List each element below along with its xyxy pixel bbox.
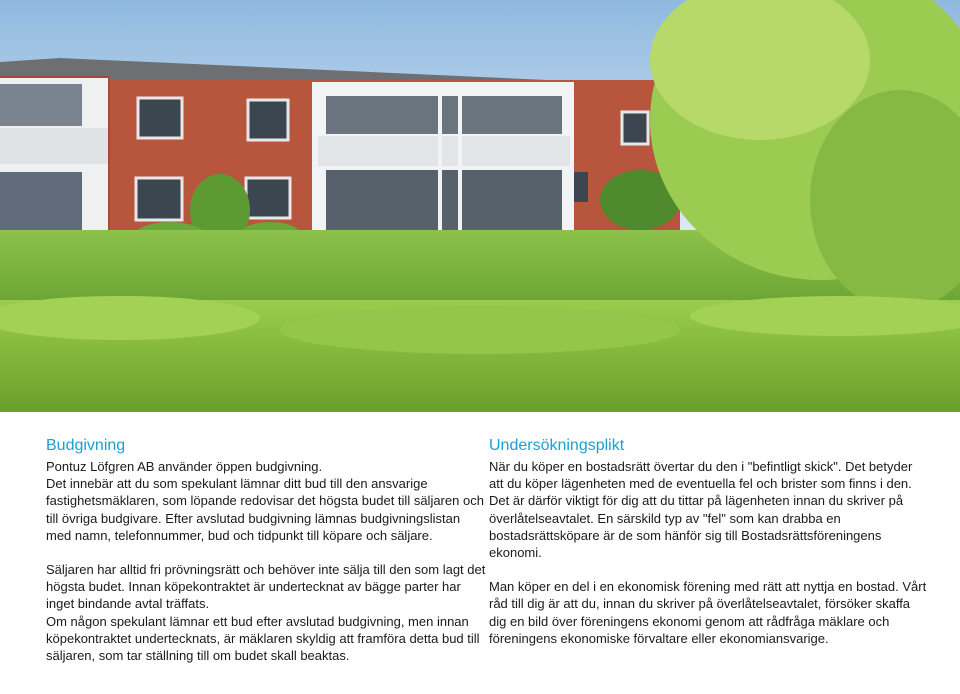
- budgivning-paragraph-1: Det innebär att du som spekulant lämnar ditt bud till den ansvarige fastighetsmäklaren, som löpande redovisar det högsta budet till säljaren och till övriga budgivare. Efter avslutad budgivning lämnas budgivningslistan med namn, telefonnummer, bud och tidpunkt till köpare och säljare.: [46, 476, 484, 543]
- budgivning-paragraph-3: Om någon spekulant lämnar ett bud efter avslutad budgivning, men innan köpekontraktet undertecknats, är mäklaren skyldig att framföra detta bud till säljaren, som tar ställning till om budet skall beaktas.: [46, 613, 480, 664]
- budgivning-intro: Pontuz Löfgren AB använder öppen budgivning.: [46, 459, 323, 474]
- undersokningsplikt-heading: Undersökningsplikt: [489, 437, 625, 454]
- budgivning-section: [46, 435, 486, 664]
- undersokningsplikt-section: [489, 435, 929, 647]
- budgivning-heading: Budgivning: [46, 437, 126, 454]
- budgivning-paragraph-2: Säljaren har alltid fri prövningsrätt och behöver inte sälja till den som lagt det högsta budet. Innan köpekontraktet är undertecknat av bägge parter har inget bindande avtal träffats.: [46, 562, 486, 612]
- undersokningsplikt-paragraph-1: När du köper en bostadsrätt övertar du den i "befintligt skick". Det betyder att du köper lägenheten med de eventuella fel och brister som finns i den. Det är därför viktigt för dig att du tittar på lägenheten innan du skriver på överlåtelseavtalet. En särskild typ av "fel" som kan drabba en bostadsrättsköpare är de som hänför sig till Bostadsrättsföreningens ekonomi.: [489, 459, 913, 561]
- undersokningsplikt-paragraph-2: Man köper en del i en ekonomisk förening med rätt att nyttja en bostad. Vårt råd till dig är att du, innan du skriver på överlåtelseavtalet, försöker skaffa dig en bild över föreningens ekonomi genom att rådfråga mäklare och föreningens ekonomiske förvaltare eller ekonomiansvarige.: [489, 579, 927, 646]
